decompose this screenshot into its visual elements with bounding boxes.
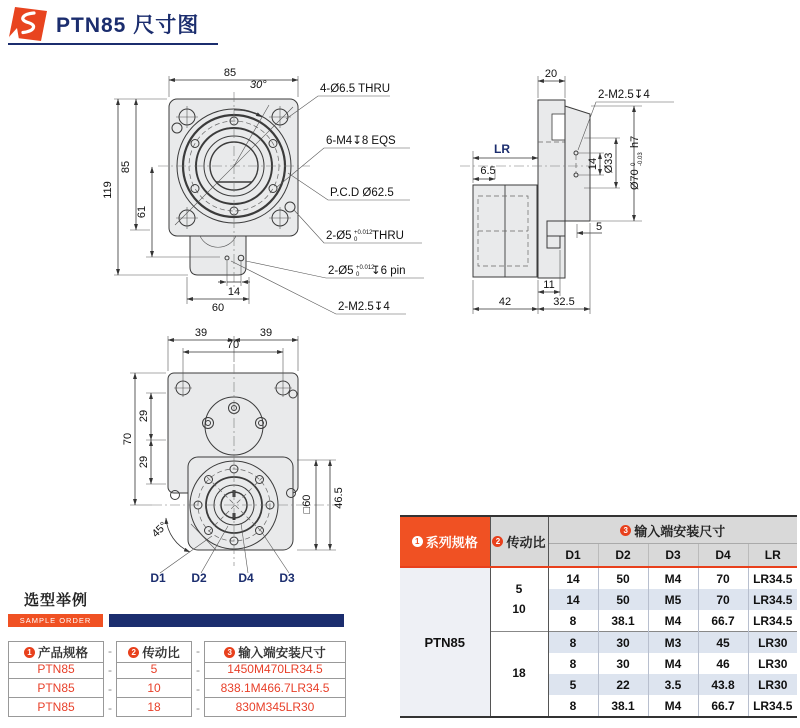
svg-text:39: 39 [194, 327, 208, 339]
col-header-d3: D3 [648, 544, 698, 568]
svg-text:D1: D1 [150, 571, 166, 585]
spec-cell: 70 [698, 567, 748, 589]
svg-text:P.C.D Ø62.5: P.C.D Ø62.5 [330, 187, 394, 199]
svg-text:↧6 pin: ↧6 pin [371, 265, 406, 277]
dash-separator: - [196, 662, 200, 677]
svg-text:h7: h7 [629, 135, 641, 148]
spec-cell: 66.7 [698, 610, 748, 632]
spec-cell: 66.7 [698, 695, 748, 717]
spec-header-ratio: 2 传动比 [490, 516, 548, 567]
dash-separator: - [108, 700, 112, 715]
sample-order-table [8, 641, 346, 717]
spec-cell: 14 [548, 567, 598, 589]
svg-text:6.5: 6.5 [480, 165, 496, 177]
col-header-d4: D4 [698, 544, 748, 568]
svg-text:Ø70: Ø70 [629, 169, 641, 190]
spec-cell: 8 [548, 610, 598, 632]
svg-text:0: 0 [354, 237, 358, 243]
badge-3: 3 [620, 525, 631, 536]
spec-cell: M5 [648, 589, 698, 610]
svg-text:2-Ø5: 2-Ø5 [326, 230, 352, 242]
sample-header-mount: 3 输入端安装尺寸 [204, 641, 346, 663]
svg-text:46.5: 46.5 [333, 487, 345, 509]
spec-cell: 70 [698, 589, 748, 610]
banner-navy-bar [109, 614, 344, 627]
svg-text:0: 0 [356, 272, 360, 278]
sample-order-heading: 选型举例 [24, 592, 89, 609]
spec-cell: 46 [698, 653, 748, 674]
spec-cell: LR34.5 [753, 571, 793, 586]
svg-text:6-M4↧8 EQS: 6-M4↧8 EQS [326, 135, 396, 147]
spec-cell: 14 [548, 589, 598, 610]
svg-text:Ø33: Ø33 [603, 152, 615, 174]
ratio-group-cell: 18 [490, 632, 548, 718]
spec-cell: M4 [648, 653, 698, 674]
svg-text:45°: 45° [149, 519, 171, 541]
spec-cell: LR34.5 [753, 698, 793, 713]
svg-text:70: 70 [226, 339, 240, 351]
svg-text:D2: D2 [191, 571, 207, 585]
spec-cell: 22 [598, 674, 648, 695]
svg-text:+0.012: +0.012 [356, 265, 375, 271]
spec-cell: LR34.5 [748, 589, 797, 610]
svg-text:70: 70 [122, 432, 134, 446]
svg-text:61: 61 [136, 205, 148, 219]
svg-text:30°: 30° [250, 79, 267, 91]
spec-cell: 8 [548, 695, 598, 717]
sample-row-code: 830M345LR30 [204, 698, 346, 717]
spec-cell: 38.1 [598, 610, 648, 632]
spec-cell: LR30 [758, 656, 788, 671]
sample-header-ratio: 2 传动比 [116, 641, 192, 663]
spec-cell: 8 [548, 653, 598, 674]
spec-cell: 8 [548, 632, 598, 654]
sample-row-code: 838.1M466.7LR34.5 [204, 679, 346, 698]
spec-row [400, 567, 797, 589]
spec-cell: 30 [598, 632, 648, 654]
svg-text:D3: D3 [279, 571, 295, 585]
brand-logo-icon [8, 6, 48, 42]
sample-row-code: 1450M470LR34.5 [204, 660, 346, 679]
sample-order-banner [8, 614, 344, 627]
svg-text:LR: LR [494, 142, 510, 156]
page-title: PTN85 尺寸图 [56, 14, 200, 37]
svg-text:□60: □60 [301, 494, 313, 514]
svg-text:+0.012: +0.012 [354, 230, 373, 236]
spec-cell: M4 [648, 610, 698, 632]
dash-separator: - [108, 643, 112, 658]
spec-cell: 30 [598, 653, 648, 674]
svg-text:2-M2.5↧4: 2-M2.5↧4 [338, 301, 390, 313]
front-body [158, 92, 310, 289]
spec-cell: M4 [648, 695, 698, 717]
dash-separator: - [196, 700, 200, 715]
badge-2: 2 [492, 536, 503, 547]
dash-separator: - [108, 662, 112, 677]
bottom-body [149, 364, 342, 566]
svg-text:2-M2.5↧4: 2-M2.5↧4 [598, 89, 650, 101]
spec-cell: M3 [648, 632, 698, 654]
ratio-group-cell: 5 10 [490, 567, 548, 632]
svg-text:39: 39 [259, 327, 273, 339]
badge-2: 2 [128, 647, 139, 658]
svg-text:42: 42 [498, 296, 512, 308]
dash-separator: - [196, 681, 200, 696]
spec-cell: 3.5 [648, 674, 698, 695]
svg-text:20: 20 [544, 68, 558, 80]
svg-text:THRU: THRU [372, 230, 404, 242]
sample-row-model: PTN85 [8, 698, 104, 717]
spec-cell: 50 [598, 589, 648, 610]
col-header-lr: LR [748, 544, 797, 568]
page-header [8, 5, 218, 45]
svg-text:119: 119 [102, 181, 114, 199]
svg-text:D4: D4 [238, 571, 254, 585]
sample-row-model: PTN85 [8, 660, 104, 679]
col-header-d1: D1 [548, 544, 598, 568]
spec-cell: 38.1 [598, 695, 648, 717]
svg-text:11: 11 [543, 279, 555, 291]
sample-header-model: 1 产品规格 [8, 641, 104, 663]
spec-table [400, 515, 797, 718]
dash-separator: - [108, 681, 112, 696]
svg-text:5: 5 [596, 221, 603, 233]
spec-cell: M4 [648, 567, 698, 589]
bottom-view-drawing [92, 326, 407, 598]
dash-separator: - [196, 643, 200, 658]
side-view-drawing [452, 56, 800, 332]
spec-cell: LR30 [748, 632, 797, 654]
svg-text:32.5: 32.5 [553, 296, 575, 308]
spec-header-mount: 3 输入端安装尺寸 [548, 516, 797, 544]
sample-row-ratio: 18 [116, 698, 192, 717]
col-header-d2: D2 [598, 544, 648, 568]
sample-row-ratio: 5 [116, 660, 192, 679]
sample-row-model: PTN85 [8, 679, 104, 698]
svg-text:2-Ø5: 2-Ø5 [328, 265, 354, 277]
front-view-drawing [80, 52, 458, 340]
svg-text:29: 29 [138, 409, 150, 423]
badge-1: 1 [24, 647, 35, 658]
spec-cell: 5 [548, 674, 598, 695]
svg-text:85: 85 [223, 67, 237, 79]
svg-text:0: 0 [631, 162, 637, 166]
spec-cell: 45 [698, 632, 748, 654]
spec-cell: 50 [598, 567, 648, 589]
side-body [460, 100, 612, 278]
svg-text:29: 29 [138, 455, 150, 469]
badge-1: 1 [412, 536, 423, 547]
spec-cell: LR34.5 [753, 613, 793, 628]
svg-text:60: 60 [211, 302, 225, 314]
spec-cell: 43.8 [698, 674, 748, 695]
spec-cell: LR30 [748, 674, 797, 695]
sample-row-ratio: 10 [116, 679, 192, 698]
svg-text:14: 14 [587, 157, 599, 171]
svg-text:4-Ø6.5 THRU: 4-Ø6.5 THRU [320, 83, 391, 95]
svg-text:14: 14 [227, 286, 241, 298]
sample-order-banner-label: SAMPLE ORDER [8, 614, 103, 627]
svg-text:85: 85 [120, 160, 132, 174]
badge-3: 3 [224, 647, 235, 658]
series-cell: PTN85 [400, 567, 490, 717]
spec-header-series: 1 系列规格 [400, 516, 490, 567]
svg-text:-0.03: -0.03 [638, 152, 644, 166]
